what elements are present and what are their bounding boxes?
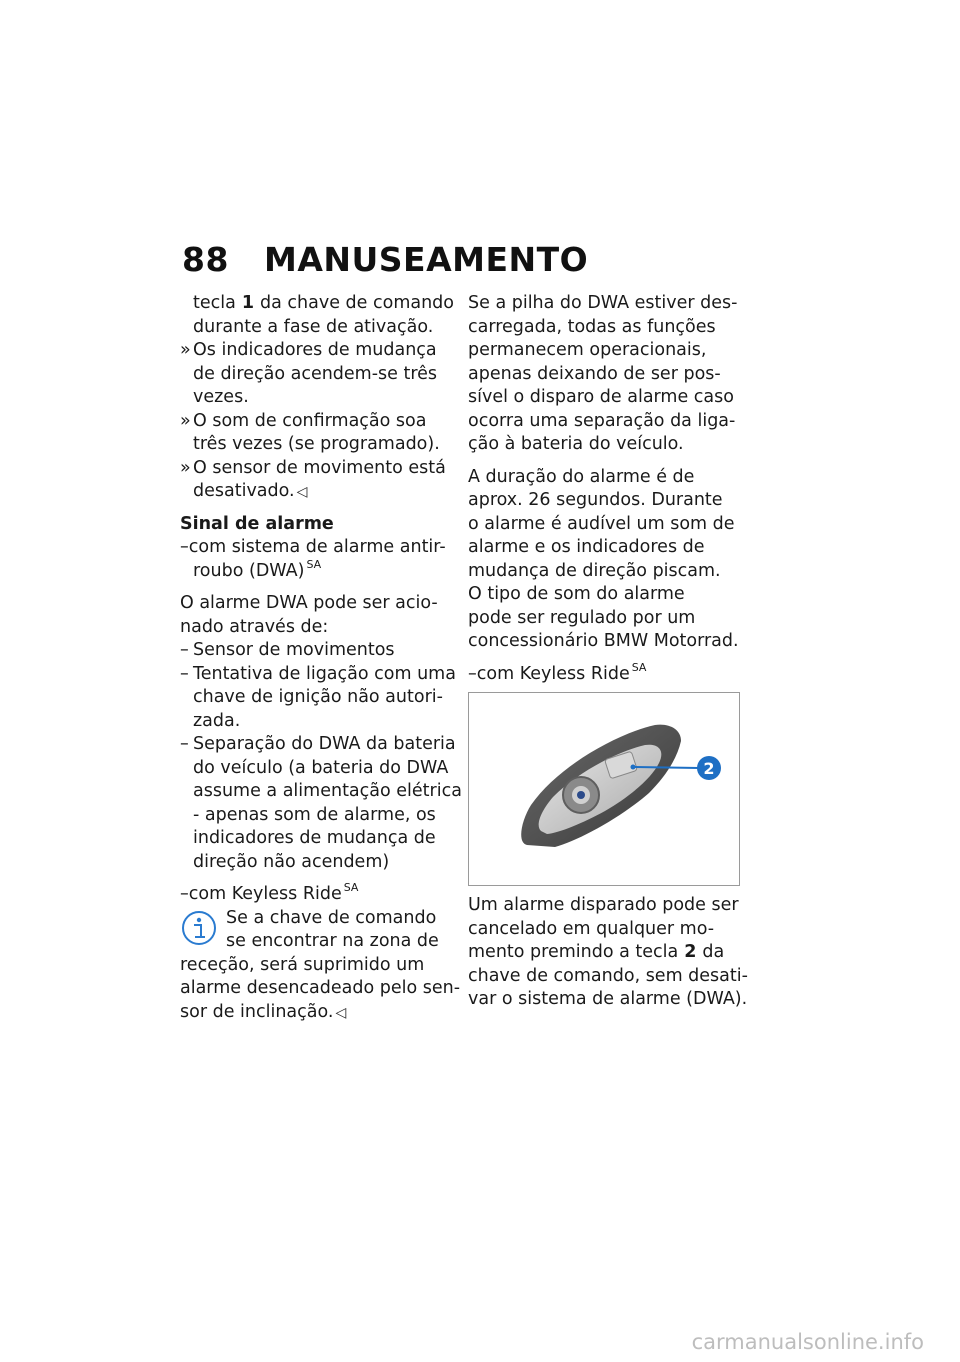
- paragraph-text: ocorra uma separação da liga-: [468, 410, 736, 431]
- paragraph-text: Se a pilha do DWA estiver des-: [468, 293, 738, 313]
- result-text: Os indicadores de mudança: [193, 340, 437, 360]
- paragraph-text: nado através de:: [180, 616, 329, 637]
- paragraph-text: Um alarme disparado pode ser: [468, 895, 739, 915]
- intro-text: tecla: [193, 293, 236, 313]
- info-text: Se a chave de comando: [226, 907, 437, 928]
- condition-text: roubo (DWA): [193, 560, 305, 581]
- paragraph-text: o alarme é audível um som de: [468, 513, 735, 534]
- trigger-paragraph: [180, 592, 452, 639]
- paragraph-text: ção à bateria do veículo.: [468, 434, 684, 454]
- battery-paragraph: [468, 292, 740, 457]
- trigger-item: [180, 663, 456, 734]
- paragraph-text: var o sistema de alarme (DWA).: [468, 989, 748, 1009]
- result-text: O som de confirmação soa: [193, 410, 427, 431]
- page-header: [182, 240, 588, 280]
- dash-bullet: –: [180, 663, 189, 684]
- paragraph-text: carregada, todas as funções: [468, 316, 716, 337]
- key-number: 1: [241, 293, 255, 313]
- end-mark-icon: ◁: [335, 1004, 347, 1021]
- paragraph-text: pode ser regulado por um: [468, 607, 696, 628]
- trigger-item: [180, 733, 462, 874]
- paragraph-text: sível o disparo de alarme caso: [468, 387, 734, 407]
- section-title: MANUSEAMENTO: [264, 240, 589, 279]
- paragraph-text: alarme e os indicadores de: [468, 537, 705, 557]
- sa-badge: SA: [631, 660, 647, 674]
- paragraph-text: mento premindo a tecla: [468, 942, 679, 962]
- paragraph-text: A duração do alarme é de: [468, 466, 695, 487]
- sa-badge: SA: [306, 557, 322, 571]
- result-item: [180, 457, 452, 504]
- trigger-text: - apenas som de alarme, os: [193, 804, 436, 825]
- end-mark-icon: ◁: [296, 484, 308, 500]
- keyless-condition: –com Keyless Ride: [468, 663, 630, 684]
- info-text: receção, será suprimido um: [180, 954, 425, 975]
- trigger-text: zada.: [193, 710, 241, 731]
- result-item: [180, 410, 452, 457]
- info-text: se encontrar na zona de: [226, 931, 439, 951]
- paragraph-text: O tipo de som do alarme: [468, 584, 685, 604]
- result-item: [180, 339, 452, 410]
- sa-badge: SA: [343, 881, 359, 894]
- dash-bullet: –: [180, 640, 189, 660]
- watermark: carmanualsonline.info: [691, 1330, 924, 1354]
- info-text: alarme desencadeado pelo sen-: [180, 978, 461, 998]
- paragraph-text: mudança de direção piscam.: [468, 560, 721, 581]
- callout-number: 2: [703, 759, 715, 778]
- result-text: vezes.: [193, 387, 249, 407]
- trigger-text: do veículo (a bateria do DWA: [193, 757, 449, 778]
- paragraph-text: permanecem operacionais,: [468, 340, 707, 360]
- trigger-text: Sensor de movimentos: [193, 640, 395, 660]
- trigger-text: chave de ignição não autori-: [193, 687, 443, 707]
- paragraph-text: chave de comando, sem desati-: [468, 965, 748, 986]
- intro-text: da chave de comando: [260, 293, 454, 313]
- trigger-text: assume a alimentação elétrica: [193, 781, 462, 801]
- info-icon: [180, 909, 218, 947]
- result-bullet: »: [180, 410, 191, 431]
- cancel-paragraph: [468, 894, 748, 1012]
- result-text: O sensor de movimento está: [193, 457, 446, 478]
- trigger-text: Tentativa de ligação com uma: [193, 663, 456, 684]
- paragraph-text: cancelado em qualquer mo-: [468, 918, 715, 939]
- condition-text: –com sistema de alarme antir-: [180, 537, 446, 557]
- intro-text: durante a fase de ativação.: [193, 316, 434, 337]
- paragraph-text: apenas deixando de ser pos-: [468, 363, 721, 384]
- result-text: desativado.: [193, 481, 295, 501]
- trigger-text: Separação do DWA da bateria: [193, 734, 456, 754]
- info-text: sor de inclinação.: [180, 1001, 334, 1022]
- key-number: 2: [684, 942, 697, 962]
- right-column: [468, 292, 748, 1012]
- left-column: [180, 292, 462, 1024]
- paragraph-text: aprox. 26 segundos. Durante: [468, 490, 723, 510]
- trigger-text: indicadores de mudança de: [193, 828, 436, 848]
- result-text: de direção acendem-se três: [193, 363, 438, 384]
- duration-paragraph: [468, 466, 740, 654]
- section-heading: Sinal de alarme: [180, 513, 334, 534]
- page-number: 88: [182, 240, 229, 279]
- result-text: três vezes (se programado).: [193, 434, 440, 454]
- option-condition: [180, 536, 452, 583]
- result-bullet: »: [180, 457, 191, 478]
- trigger-item: [180, 639, 452, 663]
- info-note: [180, 907, 461, 1025]
- remote-key-illustration: [469, 693, 739, 885]
- paragraph-text: O alarme DWA pode ser acio-: [180, 593, 438, 613]
- trigger-text: direção não acendem): [193, 851, 390, 872]
- result-bullet: »: [180, 340, 191, 360]
- keyless-condition: –com Keyless Ride: [180, 884, 342, 904]
- dash-bullet: –: [180, 734, 189, 754]
- key-figure: [468, 692, 740, 886]
- paragraph-text: da: [702, 942, 725, 962]
- paragraph-text: concessionário BMW Motorrad.: [468, 631, 739, 651]
- intro-paragraph: [180, 292, 452, 339]
